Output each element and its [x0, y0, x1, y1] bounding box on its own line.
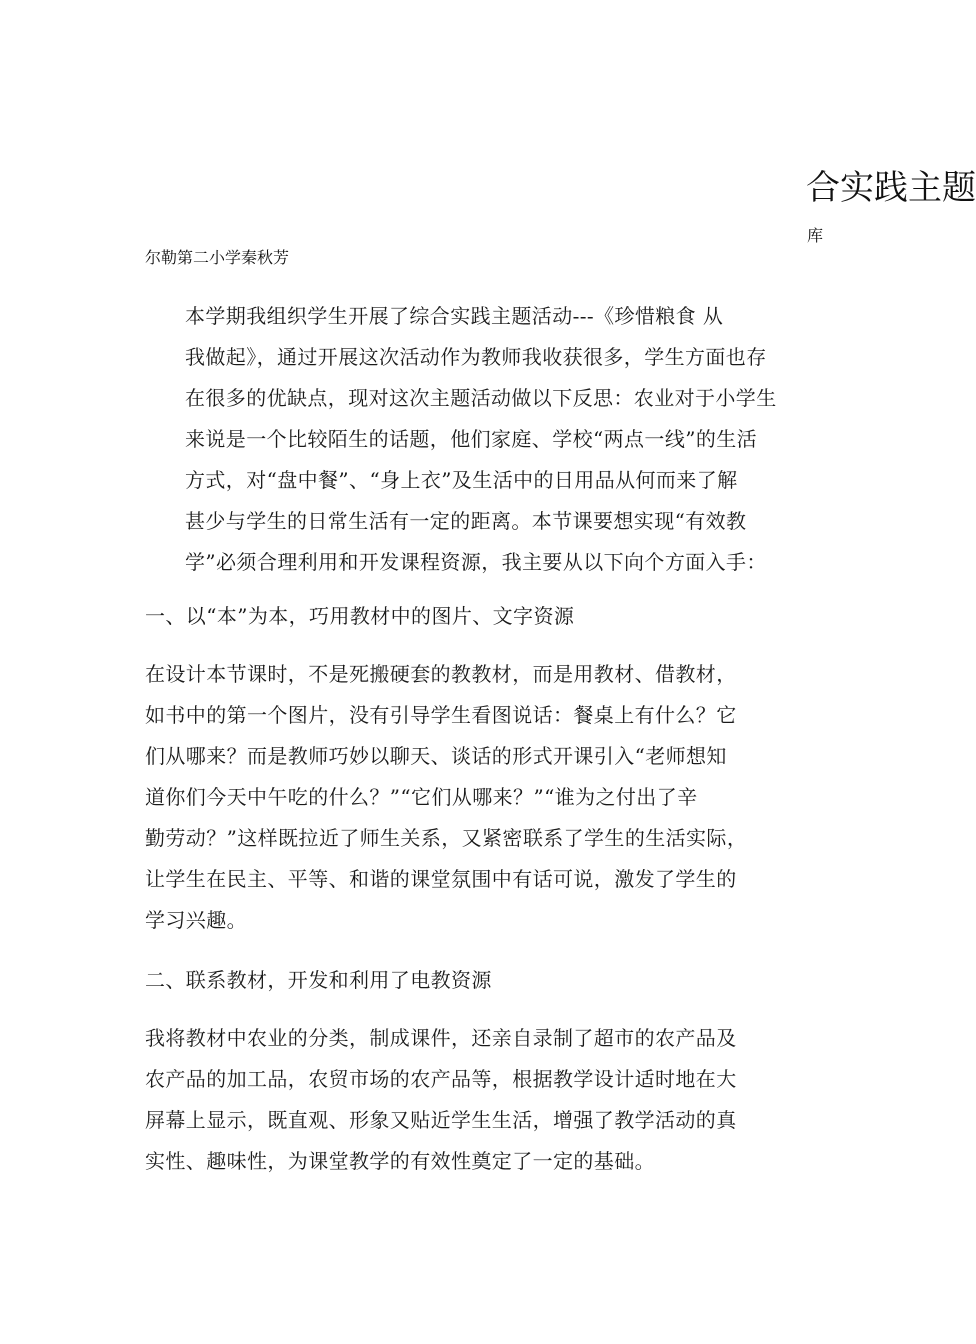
- para1-line: 们从哪来？而是教师巧妙以聊天、谈话的形式开课引入“老师想知: [145, 744, 727, 768]
- author-line: 尔勒第二小学秦秋芳: [145, 248, 290, 267]
- intro-line: 在很多的优缺点，现对这次主题活动做以下反思：农业对于小学生: [185, 386, 777, 410]
- para2-line: 实性、趣味性，为课堂教学的有效性奠定了一定的基础。: [145, 1149, 655, 1173]
- para1-line: 如书中的第一个图片，没有引导学生看图说话：餐桌上有什么？它: [145, 703, 737, 727]
- para2-line: 屏幕上显示，既直观、形象又贴近学生生活，增强了教学活动的真: [145, 1108, 737, 1132]
- section-heading-2: [145, 960, 805, 1001]
- para1-line: 在设计本节课时，不是死搬硬套的教教材，而是用教材、借教材，: [145, 662, 737, 686]
- intro-line: 甚少与学生的日常生活有一定的距离。本节课要想实现“有效教: [185, 509, 747, 533]
- para2-line: 农产品的加工品，农贸市场的农产品等，根据教学设计适时地在大: [145, 1067, 737, 1091]
- section-heading-1: [145, 596, 805, 637]
- heading-line: 二、联系教材，开发和利用了电教资源: [145, 968, 492, 992]
- para1-line: 学习兴趣。: [145, 908, 247, 932]
- title-fragment: 合实践主题: [806, 168, 976, 208]
- intro-line: 本学期我组织学生开展了综合实践主题活动---《珍惜粮食 从: [185, 304, 724, 328]
- para1-line: 让学生在民主、平等、和谐的课堂氛围中有话可说，激发了学生的: [145, 867, 737, 891]
- section-paragraph-1: [145, 654, 805, 941]
- heading-line: 一、以“本”为本，巧用教材中的图片、文字资源: [145, 604, 575, 628]
- intro-line: 来说是一个比较陌生的话题，他们家庭、学校“两点一线”的生活: [185, 427, 758, 451]
- section-paragraph-2: [145, 1018, 805, 1182]
- subtitle-fragment: 库: [807, 226, 824, 245]
- intro-line: 我做起》，通过开展这次活动作为教师我收获很多，学生方面也存: [185, 345, 767, 369]
- intro-paragraph: [145, 296, 805, 583]
- para2-line: 我将教材中农业的分类，制成课件，还亲自录制了超市的农产品及: [145, 1026, 737, 1050]
- para1-line: 道你们今天中午吃的什么？”“它们从哪来？”“谁为之付出了辛: [145, 785, 698, 809]
- para1-line: 勤劳动？”这样既拉近了师生关系，又紧密联系了学生的生活实际，: [145, 826, 748, 850]
- intro-line: 方式，对“盘中餐”、“身上衣”及生活中的日用品从何而来了解: [185, 468, 738, 492]
- intro-line: 学”必须合理利用和开发课程资源，我主要从以下向个方面入手：: [185, 550, 767, 574]
